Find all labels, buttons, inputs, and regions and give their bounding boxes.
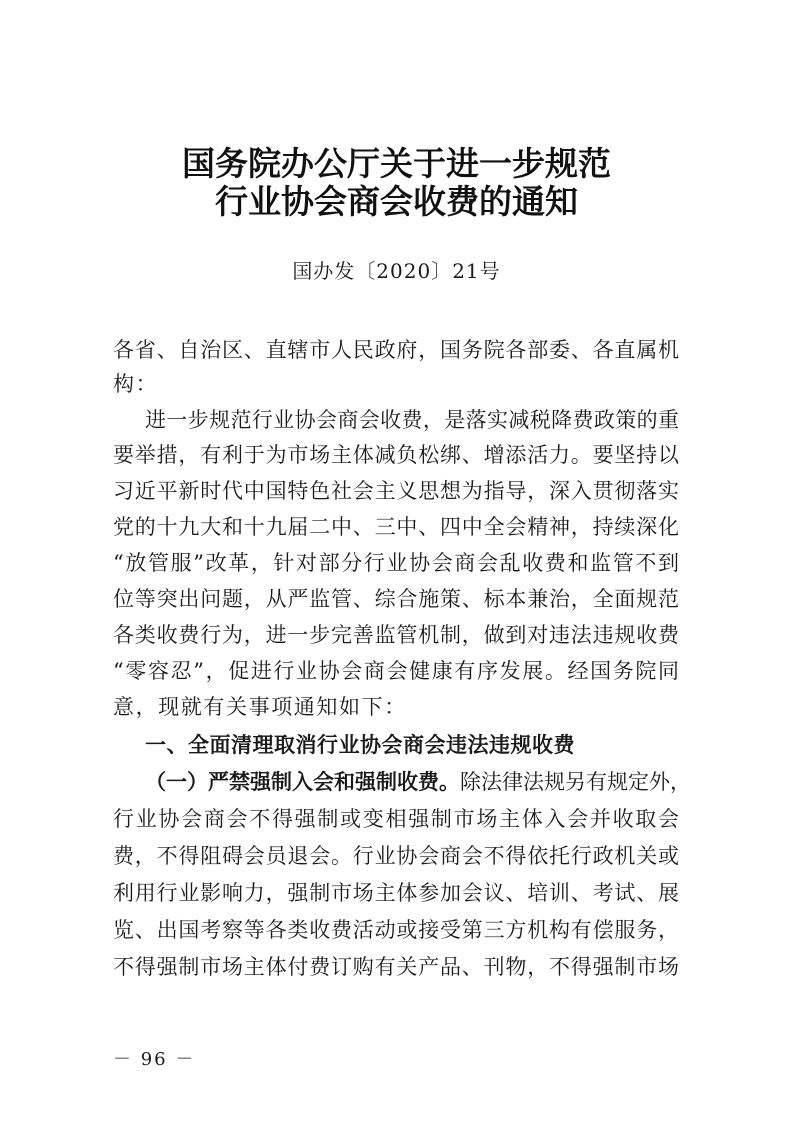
paragraph-1-line-9: 意，现就有关事项通知如下： xyxy=(113,695,407,719)
paragraph-1-line-6: 位等突出问题，从严监管、综合施策、标本兼治，全面规范 xyxy=(113,587,679,611)
paragraph-1-line-4: 党的十九大和十九届二中、三中、四中全会精神，持续深化 xyxy=(113,515,679,539)
paragraph-1-line-3: 习近平新时代中国特色社会主义思想为指导，深入贯彻落实 xyxy=(113,479,679,503)
item-1-lead: （一）严禁强制入会和强制收费。 xyxy=(145,770,460,794)
item-1-first-rest: 除法律法规另有规定外， xyxy=(460,770,691,794)
paragraph-1-line-7: 各类收费行为，进一步完善监管机制，做到对违法违规收费 xyxy=(113,623,679,647)
paragraph-1-line-2: 要举措，有利于为市场主体减负松绑、增添活力。要坚持以 xyxy=(113,443,679,467)
item-1-line-2: 行业协会商会不得强制或变相强制市场主体入会并收取会 xyxy=(113,807,679,831)
document-title-line-2: 行业协会商会收费的通知 xyxy=(215,182,578,221)
item-1-line-4: 利用行业影响力，强制市场主体参加会议、培训、考试、展 xyxy=(113,881,679,905)
document-number: 国办发〔2020〕21号 xyxy=(292,259,501,283)
item-1-line-5: 览、出国考察等各类收费活动或接受第三方机构有偿服务， xyxy=(113,918,679,942)
paragraph-1-line-1: 进一步规范行业协会商会收费，是落实减税降费政策的重 xyxy=(145,408,679,432)
paragraph-1-line-5: “放管服”改革，针对部分行业协会商会乱收费和监管不到 xyxy=(113,551,679,575)
page-number: － 96 － xyxy=(113,1049,196,1070)
document-title-line-1: 国务院办公厅关于进一步规范 xyxy=(182,144,611,183)
item-1-line-6: 不得强制市场主体付费订购有关产品、刊物，不得强制市场 xyxy=(113,955,679,979)
addressee-line-1: 各省、自治区、直辖市人民政府，国务院各部委、各直属机 xyxy=(113,338,679,362)
item-1-line-1 xyxy=(145,768,691,796)
section-1-heading: 一、全面清理取消行业协会商会违法违规收费 xyxy=(145,733,575,757)
paragraph-1-line-8: “零容忍”，促进行业协会商会健康有序发展。经国务院同 xyxy=(113,659,679,683)
addressee-line-2: 构： xyxy=(113,372,159,396)
item-1-line-3: 费，不得阻碍会员退会。行业协会商会不得依托行政机关或 xyxy=(113,844,679,868)
